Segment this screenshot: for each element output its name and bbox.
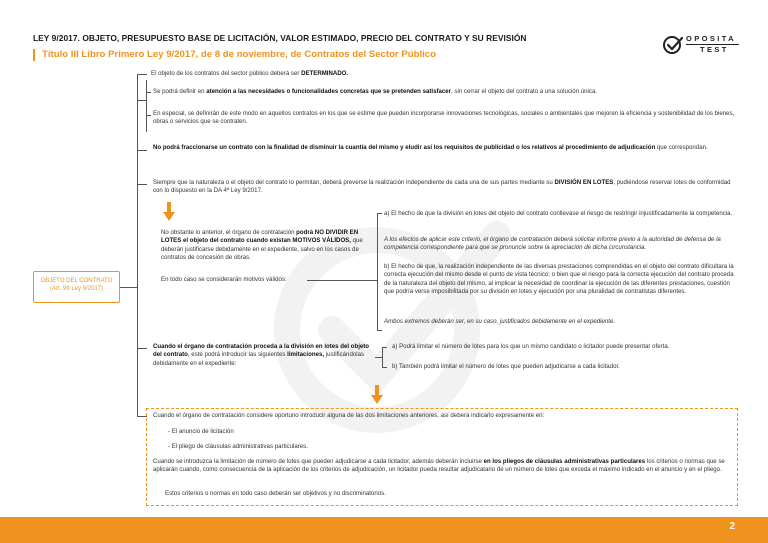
innovaciones-text: En especial, se definirán de este modo en aquellos contratos en los que se estime que pueden incorporarse innovaciones tecnológicas, sociales o ambientales que mejoren la eficiencia y sostenibilidad de los bienes, obras o servicios que se contraten. xyxy=(153,110,735,126)
motivo-a-text: a) El hecho de que la división en lotes del objeto del contrato conllevase el riesgo de restringir injustificadamente la competencia. xyxy=(384,210,733,217)
limite-b-text: b) También podrá limitar el número de lotes que pueden adjudicarse a cada licitador. xyxy=(392,363,620,370)
page-title: LEY 9/2017. OBJETO, PRESUPUESTO BASE DE LICITACIÓN, VALOR ESTIMADO, PRECIO DEL CONTRATO Y SU REVISIÓN xyxy=(33,33,527,43)
motivo-b-text: b) El hecho de que, la realización independiente de las diversas prestaciones comprendidas en el objeto del contrato dificultara la correcta ejecución del mismo desde el punto de vista técnico; o bien que el riesgo para la correcta ejecución del contrato proceda de la naturaleza del objeto del mismo, al implicar la necesidad de coordinar la ejecución de las diferentes prestaciones, cuestión que podría verse imposibilitada por su división en lotes y ejecución por una pluralidad de contratistas diferentes. xyxy=(384,263,734,295)
limite-a-text: a) Podrá limitar el número de lotes para los que un mismo candidato o licitador puede presentar oferta. xyxy=(392,343,670,350)
motivo-b-note: Ambos extremos deberán ser, en su caso, justificados debidamente en el expediente. xyxy=(384,318,616,325)
division-lotes-text: Siempre que la naturaleza o el objeto del contrato lo permitan, deberá preverse la realización independiente de cada una de sus partes mediante su DIVISIÓN EN LOTES, pudiéndose reservar lotes de conformidad con lo dispuesto en la DA 4ª Ley 9/2017. xyxy=(153,179,731,195)
no-fraccionar-text: No podrá fraccionarse un contrato con la finalidad de disminuir la cuantía del mismo y eludir así los requisitos de publicidad o los relativos al procedimiento de adjudicación que correspondan. xyxy=(153,144,708,151)
objeto-determinado-text: El objeto de los contratos del sector público deberá ser DETERMINADO. xyxy=(151,70,349,77)
oposita-test-logo: OPOSITA TEST xyxy=(662,32,740,56)
anuncio-intro-text: Cuando el órgano de contratación considere oportuno introducir alguna de las dos limitaciones anteriores, así deberá indicarlo expresamente en: xyxy=(153,412,545,419)
down-arrow-icon xyxy=(163,202,175,222)
motivo-a-note: A los efectos de aplicar este criterio, el órgano de contratación deberá solicitar informe previo a la autoridad de defensa de la competencia correspondiente para que se pronuncie sobre la apreciación de dicha circunstancia. xyxy=(384,236,721,252)
limitaciones-text: Cuando el órgano de contratación proceda a la división en lotes del objeto del contrato, este podrá introducir las siguientes limitaciones, justificándolas debidamente en el expediente: xyxy=(153,343,370,367)
page-subtitle: Título III Libro Primero Ley 9/2017, de 8 de noviembre, de Contratos del Sector Público xyxy=(33,49,436,61)
down-arrow-icon xyxy=(371,385,383,405)
motivos-validos-text: En todo caso se considerarán motivos válidos: xyxy=(161,276,287,283)
criterios-text: Cuando se introduzca la limitación de número de lotes que pueden adjudicarse a cada licitador, además deberán incluirse en los pliegos de cláusulas administrativas particulares los criterios o normas que se aplicarán cuando, como consecuencia de la aplicación de los criterios de adjudicación, un licitador pueda resultar adjudicatario de un número de lotes que exceda el máximo indicado en el anuncio y en el pliego. xyxy=(153,458,725,474)
page-number: 2 xyxy=(729,521,735,532)
objetivos-text: Estos criterios o normas en todo caso deberán ser objetivos y no discriminatorios. xyxy=(165,490,386,497)
no-dividir-lotes-text: No obstante lo anterior, el órgano de contratación podrá NO DIVIDIR EN LOTES el objeto del contrato cuando existan MOTIVOS VÁLIDOS, que deberán justificarse debidamente en el expediente, salvo en los casos de contratos de concesión de obras. xyxy=(161,229,363,261)
check-circle-icon xyxy=(662,34,684,56)
section-label-objeto: OBJETO DEL CONTRATO (Art. 99 Ley 9/2017) xyxy=(33,271,120,303)
anuncio-item: - El anuncio de licitación xyxy=(168,428,234,435)
footer-bar xyxy=(0,517,768,543)
pliego-item: - El pliego de cláusulas administrativas particulares. xyxy=(168,443,308,450)
necesidades-text: Se podrá definir en atención a las necesidades o funcionalidades concretas que se pretenden satisfacer, sin cerrar el objeto del contrato a una solución única. xyxy=(153,88,598,95)
